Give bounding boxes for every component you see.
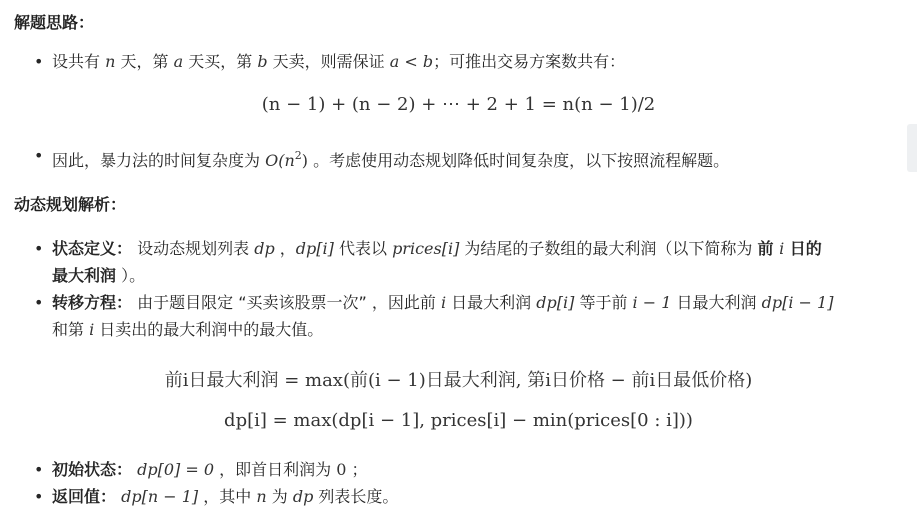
list-item: [34, 289, 897, 343]
text-bold: 日的: [784, 239, 822, 258]
formula-count: (n − 1) + (n − 2) + ⋯ + 2 + 1 = n(n − 1)/2: [261, 94, 656, 115]
label: 状态定义：: [52, 239, 133, 258]
section-heading-approach: 解题思路：: [14, 13, 95, 32]
math-inline: dp: [292, 487, 314, 506]
text: 为结尾的子数组的最大利润（以下简称为: [459, 239, 758, 258]
math-inline: dp[0] = 0: [137, 460, 215, 479]
math-var: b: [257, 52, 268, 71]
formula-transition-text: 前i日最大利润 = max(前(i − 1)日最大利润, 第i日价格 − 前i日最低价格): [164, 370, 753, 391]
list-item: [34, 483, 897, 510]
text: 设共有: [52, 52, 106, 71]
math-var: i: [89, 320, 95, 339]
text: ；可推出交易方案数共有：: [433, 52, 626, 71]
dp-list-2: [34, 456, 897, 510]
math-inline: dp[i − 1]: [761, 293, 834, 312]
text: 和第: [52, 320, 90, 339]
text: 日最大利润: [671, 293, 762, 312]
list-item: [34, 142, 897, 174]
dp-list: [34, 235, 897, 343]
section-heading-dp: 动态规划解析：: [14, 195, 127, 214]
approach-list-2: [34, 142, 897, 174]
text-bold: 最大利润: [52, 266, 117, 285]
label: 返回值：: [52, 487, 117, 506]
math-var: n: [105, 52, 116, 71]
math-var: i: [440, 293, 447, 312]
bullet-icon: •: [34, 146, 44, 165]
math-inline: dp[i]: [536, 293, 575, 312]
math-inline: 0: [336, 460, 347, 479]
text: 为: [266, 487, 293, 506]
bullet-icon: •: [34, 487, 44, 506]
math-inline: dp: [254, 239, 275, 258]
approach-list: [34, 48, 897, 75]
math-inline: a < b: [389, 52, 434, 71]
text: 日卖出的最大利润中的最大值。: [94, 320, 324, 339]
formula-transition: dp[i] = max(dp[i − 1], prices[i] − min(prices[0 : i])): [224, 410, 693, 431]
text: 因此，暴力法的时间复杂度为: [52, 151, 266, 170]
text: 代表以: [333, 239, 393, 258]
text: ，: [274, 239, 296, 258]
text-bold: 前: [757, 239, 780, 258]
label: 转移方程：: [52, 293, 133, 312]
text: 日最大利润: [446, 293, 537, 312]
side-scroll-tab[interactable]: [907, 124, 917, 172]
math-inline: prices[i]: [392, 239, 460, 258]
text: 天卖，则需保证: [267, 52, 390, 71]
text: ；: [346, 460, 368, 479]
bullet-icon: •: [34, 460, 44, 479]
math-sup: 2: [294, 149, 302, 162]
text: 天，第: [115, 52, 174, 71]
text: ，其中: [198, 487, 257, 506]
list-item: [34, 235, 897, 289]
text: ）。: [116, 266, 146, 285]
list-item: [34, 456, 897, 483]
list-item: [34, 48, 897, 75]
text: 。考虑使用动态规划降低时间复杂度，以下按照流程解题。: [308, 151, 730, 170]
text: 设动态规划列表: [132, 239, 255, 258]
text: 天买，第: [183, 52, 258, 71]
math-inline: dp[n − 1]: [121, 487, 199, 506]
math-inline: O(n: [265, 151, 295, 170]
text: ，即首日利润为: [214, 460, 337, 479]
math-inline: i − 1: [632, 293, 672, 312]
bullet-icon: •: [34, 52, 44, 71]
label: 初始状态：: [52, 460, 133, 479]
text: 等于前: [574, 293, 633, 312]
bullet-icon: •: [34, 239, 44, 258]
math-var: a: [173, 52, 184, 71]
text: 列表长度。: [313, 487, 399, 506]
math-inline: dp[i]: [295, 239, 334, 258]
math-inline: ): [301, 151, 309, 170]
text: 由于题目限定 “买卖该股票一次” ，因此前: [132, 293, 441, 312]
bullet-icon: •: [34, 293, 44, 312]
math-var: i: [779, 239, 785, 258]
math-var: n: [256, 487, 267, 506]
